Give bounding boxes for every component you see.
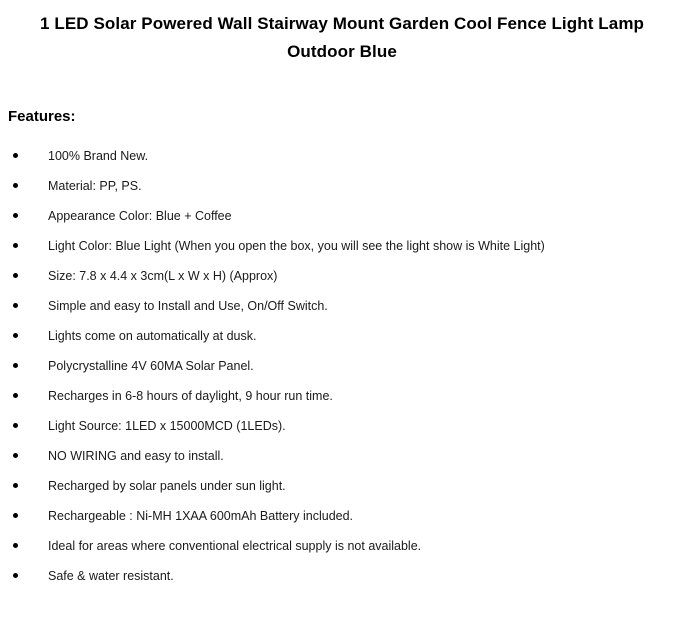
list-item [0, 479, 684, 493]
list-item-text: Light Source: 1LED x 15000MCD (1LEDs). [48, 419, 286, 433]
list-item-text: Size: 7.8 x 4.4 x 3cm(L x W x H) (Approx) [48, 269, 278, 283]
page-title: 1 LED Solar Powered Wall Stairway Mount Garden Cool Fence Light Lamp Outdoor Blue [39, 14, 645, 61]
list-item [0, 239, 684, 253]
list-item [0, 179, 684, 193]
bullet-icon [13, 273, 18, 278]
list-item-text: Rechargeable : Ni-MH 1XAA 600mAh Battery included. [48, 509, 354, 523]
bullet-icon [13, 513, 18, 518]
bullet-icon [13, 483, 18, 488]
list-item [0, 149, 684, 163]
bullet-icon [13, 423, 18, 428]
list-item-text: Material: PP, PS. [48, 179, 142, 193]
list-item [0, 449, 684, 463]
list-item [0, 389, 684, 403]
list-item-text: Ideal for areas where conventional electrical supply is not available. [48, 539, 422, 553]
bullet-icon [13, 153, 18, 158]
list-item [0, 419, 684, 433]
list-item-text: Safe & water resistant. [48, 569, 174, 583]
list-item-text: 100% Brand New. [48, 149, 149, 163]
list-item-text: Recharges in 6-8 hours of daylight, 9 hour run time. [48, 389, 333, 403]
list-item-text: Light Color: Blue Light (When you open the box, you will see the light show is White Light) [48, 239, 545, 253]
list-item [0, 299, 684, 313]
bullet-icon [13, 303, 18, 308]
list-item [0, 359, 684, 373]
bullet-icon [13, 453, 18, 458]
product-description-page [0, 10, 684, 631]
list-item-text: Appearance Color: Blue + Coffee [48, 209, 232, 223]
bullet-icon [13, 243, 18, 248]
bullet-icon [13, 393, 18, 398]
bullet-icon [13, 543, 18, 548]
list-item-text: Recharged by solar panels under sun light. [48, 479, 286, 493]
list-item [0, 509, 684, 523]
list-item-text: Polycrystalline 4V 60MA Solar Panel. [48, 359, 254, 373]
bullet-icon [13, 213, 18, 218]
bullet-icon [13, 183, 18, 188]
list-item [0, 329, 684, 343]
bullet-icon [13, 333, 18, 338]
list-item-text: Simple and easy to Install and Use, On/Off Switch. [48, 299, 328, 313]
list-item-text: NO WIRING and easy to install. [48, 449, 224, 463]
features-list [0, 149, 684, 583]
list-item-text: Lights come on automatically at dusk. [48, 329, 257, 343]
bullet-icon [13, 363, 18, 368]
list-item [0, 569, 684, 583]
features-heading: Features: [8, 108, 76, 125]
bullet-icon [13, 573, 18, 578]
list-item [0, 269, 684, 283]
list-item [0, 209, 684, 223]
list-item [0, 539, 684, 553]
